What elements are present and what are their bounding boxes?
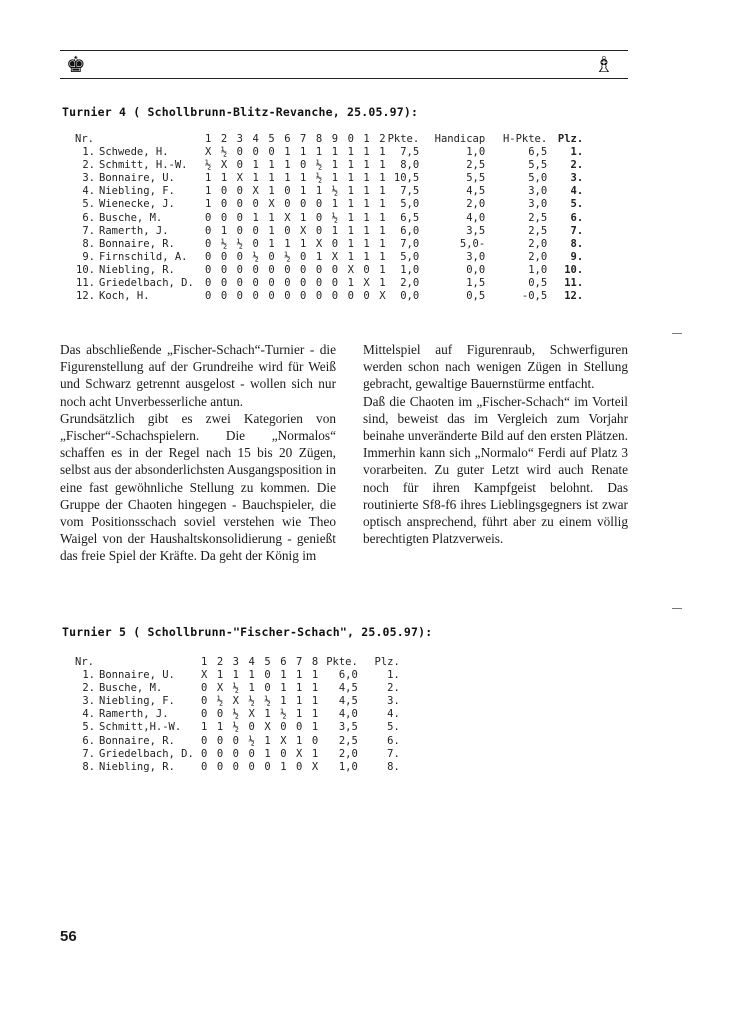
points: 2,5 xyxy=(338,734,358,747)
tournament4-title: Turnier 4 ( Schollbrunn-Blitz-Revanche, 25.05.97): xyxy=(62,105,419,119)
player-name: Schmitt,H.-W. xyxy=(99,721,182,734)
place: 6. xyxy=(570,211,584,224)
player-name: Busche, M. xyxy=(99,682,163,695)
row-number: 11. xyxy=(76,277,95,290)
row-number: 3. xyxy=(82,695,95,708)
points: 6,0 xyxy=(400,224,420,237)
table-row xyxy=(75,761,400,774)
place: 5. xyxy=(387,721,400,734)
col-header-handicap: Handicap xyxy=(434,133,486,145)
table-row xyxy=(75,669,400,682)
header-rule-top xyxy=(60,50,628,51)
row-number: 9. xyxy=(82,250,95,263)
handicap-points: 5,5 xyxy=(528,159,548,172)
results-cross-table: ½ X 0 1 1 1 0 ½ 1 1 1 1 xyxy=(205,159,388,172)
table-row xyxy=(75,682,400,695)
points: 2,0 xyxy=(338,747,358,760)
handicap-points: 2,5 xyxy=(528,224,548,237)
points: 8,0 xyxy=(400,159,420,172)
table-row xyxy=(75,695,400,708)
handicap: 1,5 xyxy=(466,277,486,290)
tournament5-title: Turnier 5 ( Schollbrunn-"Fischer-Schach", 25.05.97): xyxy=(62,625,433,639)
points: 10,5 xyxy=(393,172,420,185)
results-cross-table: 1 0 0 0 X 0 0 0 1 1 1 1 xyxy=(205,198,388,211)
player-name: Koch, H. xyxy=(99,290,150,303)
page-number: 56 xyxy=(60,928,77,945)
player-name: Niebling, R. xyxy=(99,760,175,773)
chess-bishop-icon: ♗ xyxy=(594,53,614,78)
handicap: 5,5 xyxy=(466,172,486,185)
row-number: 1. xyxy=(82,669,95,682)
results-cross-table: 0 0 0 0 1 0 X 1 xyxy=(201,747,320,760)
handicap: 1,0 xyxy=(466,146,486,159)
place: 4. xyxy=(387,708,400,721)
place: 3. xyxy=(387,695,400,708)
results-cross-table: 0 1 0 0 1 0 X 0 1 1 1 1 xyxy=(205,224,388,237)
table-row xyxy=(75,225,583,238)
handicap-points: 2,0 xyxy=(528,237,548,250)
tournament4-header-row xyxy=(75,133,583,146)
place: 7. xyxy=(570,224,584,237)
handicap: 4,0 xyxy=(466,211,486,224)
tournament4-table xyxy=(75,133,583,303)
place: 11. xyxy=(564,277,584,290)
results-cross-table: 0 0 0 0 0 0 0 0 0 1 X 1 xyxy=(205,277,388,290)
tournament5-header-row xyxy=(75,656,400,669)
results-cross-table: 0 ½ ½ 0 1 1 1 X 0 1 1 1 xyxy=(205,237,388,250)
points: 5,0 xyxy=(400,250,420,263)
player-name: Firnschild, A. xyxy=(99,250,188,263)
row-number: 12. xyxy=(76,290,95,303)
table-row xyxy=(75,708,400,721)
table-row xyxy=(75,146,583,159)
results-cross-table: 1 1 ½ 0 X 0 0 1 xyxy=(201,721,320,734)
place: 1. xyxy=(387,669,400,682)
player-name: Wienecke, J. xyxy=(99,198,175,211)
points: 7,5 xyxy=(400,185,420,198)
row-number: 3. xyxy=(82,172,95,185)
table-row xyxy=(75,264,583,277)
handicap: 2,0 xyxy=(466,198,486,211)
table-row xyxy=(75,735,400,748)
place: 4. xyxy=(570,185,584,198)
row-number: 8. xyxy=(82,760,95,773)
results-cross-table: 0 X ½ 1 0 1 1 1 xyxy=(201,682,320,695)
handicap: 3,5 xyxy=(466,224,486,237)
header-rule-bottom xyxy=(60,78,628,79)
row-number: 7. xyxy=(82,224,95,237)
handicap-points: 6,5 xyxy=(528,146,548,159)
place: 9. xyxy=(570,250,584,263)
handicap: 2,5 xyxy=(466,159,486,172)
table-row xyxy=(75,290,583,303)
col-header-results: 1 2 3 4 5 6 7 8 xyxy=(201,656,320,668)
row-number: 1. xyxy=(82,146,95,159)
row-number: 2. xyxy=(82,159,95,172)
tournament5-table xyxy=(75,656,400,774)
place: 8. xyxy=(387,760,400,773)
player-name: Ramerth, J. xyxy=(99,224,169,237)
table-row xyxy=(75,238,583,251)
chess-king-icon: ♚ xyxy=(66,53,86,78)
points: 5,0 xyxy=(400,198,420,211)
col-header-results: 1 2 3 4 5 6 7 8 9 0 1 2 xyxy=(205,133,388,145)
results-cross-table: X ½ 0 0 0 1 1 1 1 1 1 1 xyxy=(205,146,388,159)
place: 3. xyxy=(570,172,584,185)
player-name: Bonnaire, U. xyxy=(99,172,175,185)
row-number: 6. xyxy=(82,734,95,747)
player-name: Griedelbach, D. xyxy=(99,747,194,760)
col-header-hpts: H-Pkte. xyxy=(502,133,548,145)
points: 4,5 xyxy=(338,682,358,695)
results-cross-table: 1 0 0 X 1 0 1 1 ½ 1 1 1 xyxy=(205,185,388,198)
col-header-place: Plz. xyxy=(557,133,584,145)
results-cross-table: 0 ½ X ½ ½ 1 1 1 xyxy=(201,695,320,708)
results-cross-table: 0 0 0 1 1 X 1 0 ½ 1 1 1 xyxy=(205,211,388,224)
results-cross-table: 1 1 X 1 1 1 1 ½ 1 1 1 1 xyxy=(205,172,388,185)
handicap: 5,0- xyxy=(459,237,486,250)
player-name: Ramerth, J. xyxy=(99,708,169,721)
results-cross-table: X 1 1 1 0 1 1 1 xyxy=(201,669,320,682)
place: 2. xyxy=(387,682,400,695)
player-name: Griedelbach, D. xyxy=(99,277,194,290)
handicap-points: -0,5 xyxy=(521,290,548,303)
table-row xyxy=(75,251,583,264)
table-row xyxy=(75,172,583,185)
place: 6. xyxy=(387,734,400,747)
body-text-col1 xyxy=(60,341,336,565)
points: 7,0 xyxy=(400,237,420,250)
handicap-points: 1,0 xyxy=(528,263,548,276)
results-cross-table: 0 0 0 0 0 1 0 X xyxy=(201,760,320,773)
points: 1,0 xyxy=(338,760,358,773)
handicap-points: 3,0 xyxy=(528,185,548,198)
results-cross-table: 0 0 0 ½ 0 ½ 0 1 X 1 1 1 xyxy=(205,250,388,263)
paragraph: Daß die Chaoten im „Fischer-Schach“ im Vorteil sind, beweist das im Vergleich zum Vorjahr beinahe unveränderte Bild auf den ersten Plätzen. Immerhin kann sich „Normalo“ Ferdi auf Platz 3 vorarbeiten. Zu guter Letzt wird auch Renate noch für ihren Kampfgeist belohnt. Das routinierte Sf8-f6 ihres Lieblingsgegners ist zwar optisch ansprechend, führt aber zu einem völlig berechtigten Platzverweis. xyxy=(363,393,628,547)
margin-tick xyxy=(672,608,682,609)
margin-tick xyxy=(672,333,682,334)
table-row xyxy=(75,277,583,290)
handicap: 0,5 xyxy=(466,290,486,303)
results-cross-table: 0 0 0 0 0 0 0 0 0 X 0 1 xyxy=(205,263,388,276)
row-number: 8. xyxy=(82,237,95,250)
table-row xyxy=(75,159,583,172)
row-number: 5. xyxy=(82,198,95,211)
col-header-pts: Pkte. xyxy=(387,133,420,145)
table-row xyxy=(75,748,400,761)
handicap: 4,5 xyxy=(466,185,486,198)
handicap-points: 2,0 xyxy=(528,250,548,263)
points: 0,0 xyxy=(400,290,420,303)
player-name: Bonnaire, R. xyxy=(99,734,175,747)
place: 10. xyxy=(564,263,584,276)
results-cross-table: 0 0 0 0 0 0 0 0 0 0 0 X xyxy=(205,290,388,303)
table-row xyxy=(75,185,583,198)
points: 7,5 xyxy=(400,146,420,159)
points: 6,5 xyxy=(400,211,420,224)
place: 7. xyxy=(387,747,400,760)
points: 3,5 xyxy=(338,721,358,734)
col-header-nr: Nr. xyxy=(75,656,94,668)
place: 1. xyxy=(570,146,584,159)
row-number: 4. xyxy=(82,708,95,721)
row-number: 4. xyxy=(82,185,95,198)
paragraph: Mittelspiel auf Figurenraub, Schwerfiguren werden schon nach wenigen Zügen in Stellung gebracht, gewaltige Bauernstürme entfacht. xyxy=(363,342,628,392)
place: 2. xyxy=(570,159,584,172)
place: 8. xyxy=(570,237,584,250)
table-row xyxy=(75,198,583,211)
place: 5. xyxy=(570,198,584,211)
handicap-points: 3,0 xyxy=(528,198,548,211)
player-name: Busche, M. xyxy=(99,211,163,224)
points: 6,0 xyxy=(338,669,358,682)
points: 4,0 xyxy=(338,708,358,721)
results-cross-table: 0 0 ½ X 1 ½ 1 1 xyxy=(201,708,320,721)
row-number: 5. xyxy=(82,721,95,734)
col-header-pts: Pkte. xyxy=(326,656,358,668)
handicap-points: 5,0 xyxy=(528,172,548,185)
handicap-points: 2,5 xyxy=(528,211,548,224)
table-row xyxy=(75,212,583,225)
points: 2,0 xyxy=(400,277,420,290)
points: 1,0 xyxy=(400,263,420,276)
results-cross-table: 0 0 0 ½ 1 X 1 0 xyxy=(201,734,320,747)
player-name: Schwede, H. xyxy=(99,146,169,159)
paragraph: Grundsätzlich gibt es zwei Kategorien von „Fischer“-Schachspielern. Die „Normalos“ schaffen es in der Regel nach 15 bis 20 Zügen, selbst aus der absonderlichsten Ausgangsposition in eine fast gewöhnliche Stellung zu kommen. Die Gruppe der Chaoten hingegen - Bauchspieler, die vom Positionsschach soviel verstehen wie Theo Waigel von der Haushaltskonsolidierung - genießt das freie Spiel der Kräfte. Da geht der König im xyxy=(60,410,336,564)
body-text-col2 xyxy=(363,341,628,547)
place: 12. xyxy=(564,290,584,303)
handicap: 0,0 xyxy=(466,263,486,276)
player-name: Schmitt, H.-W. xyxy=(99,159,188,172)
player-name: Niebling, F. xyxy=(99,185,175,198)
player-name: Niebling, F. xyxy=(99,695,175,708)
col-header-place: Plz. xyxy=(374,656,400,668)
handicap: 3,0 xyxy=(466,250,486,263)
table-row xyxy=(75,721,400,734)
row-number: 7. xyxy=(82,747,95,760)
row-number: 10. xyxy=(76,263,95,276)
player-name: Niebling, R. xyxy=(99,263,175,276)
player-name: Bonnaire, R. xyxy=(99,237,175,250)
row-number: 6. xyxy=(82,211,95,224)
paragraph: Das abschließende „Fischer-Schach“-Turnier - die Figurenstellung auf der Grundreihe wird für Weiß und Schwarz getrennt ausgelost - wollen sich nur noch acht Unverbesserliche antun. xyxy=(60,342,336,409)
points: 4,5 xyxy=(338,695,358,708)
col-header-nr: Nr. xyxy=(75,133,94,145)
player-name: Bonnaire, U. xyxy=(99,669,175,682)
handicap-points: 0,5 xyxy=(528,277,548,290)
row-number: 2. xyxy=(82,682,95,695)
